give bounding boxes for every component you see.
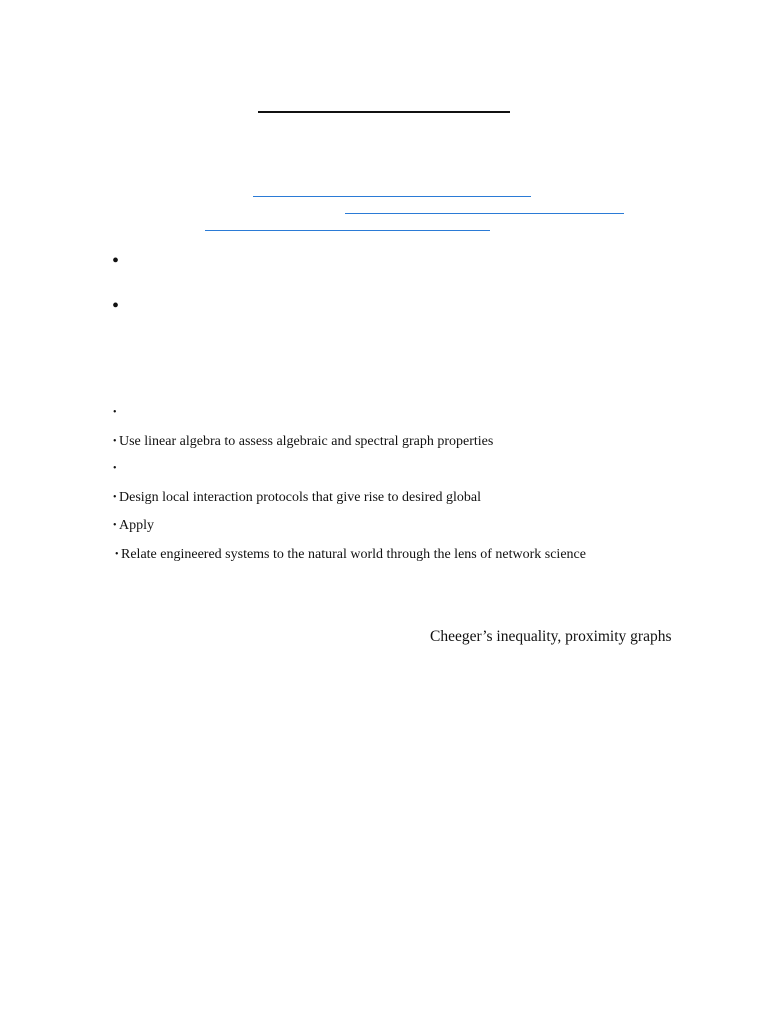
outcome-text: Relate engineered systems to the natural world through the lens of network science <box>121 547 586 562</box>
outcome-item <box>115 547 586 563</box>
bullet-1 <box>112 251 119 271</box>
bullet-glyph: • <box>113 520 117 531</box>
topics-text: Cheeger’s inequality, proximity graphs <box>430 628 672 645</box>
bullet-glyph: • <box>113 463 117 474</box>
bullet-glyph: • <box>113 407 117 418</box>
bullet-glyph: • <box>113 436 117 447</box>
link-underline-1[interactable] <box>253 196 531 197</box>
outcome-text: Apply <box>119 518 154 533</box>
link-underline-3[interactable] <box>205 230 490 231</box>
outcome-item <box>113 518 154 534</box>
outcome-item <box>113 461 119 477</box>
outcome-item <box>113 405 119 421</box>
outcome-item <box>113 434 493 450</box>
bullet-glyph: • <box>112 250 120 272</box>
bullet-glyph: • <box>115 549 119 560</box>
bullet-2 <box>112 296 119 316</box>
outcome-item <box>113 490 481 506</box>
link-underline-2[interactable] <box>345 213 624 214</box>
title-underline <box>258 111 510 113</box>
outcome-text: Use linear algebra to assess algebraic and spectral graph properties <box>119 434 494 449</box>
bullet-glyph: • <box>113 492 117 503</box>
bullet-glyph: • <box>112 295 120 317</box>
outcome-text: Design local interaction protocols that give rise to desired global <box>119 490 481 505</box>
